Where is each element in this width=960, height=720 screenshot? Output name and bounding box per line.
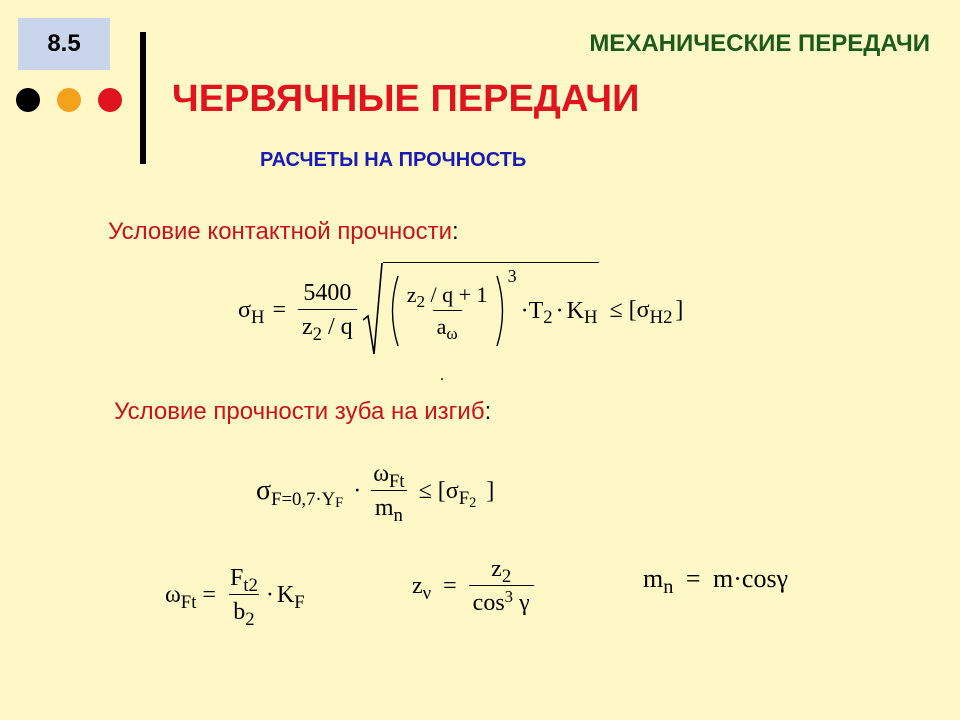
dot-operator: ·: [265, 582, 274, 608]
normal-module-formula: [643, 564, 789, 599]
black-bullet-icon: [16, 88, 40, 112]
less-equal-sign: ≤: [609, 297, 623, 323]
radicand: [383, 262, 600, 358]
zv-denominator: $\cos^3 \gamma$: [469, 585, 534, 615]
radical-sign-icon: [363, 262, 383, 358]
bending-numerator: $\omega_{Ft}$: [373, 461, 405, 492]
section-number-badge: [18, 18, 110, 70]
equals-sign: =: [272, 297, 286, 323]
omega-ft-formula: [165, 556, 305, 634]
equivalent-teeth-formula: [412, 546, 538, 626]
omega-numerator: $F_{t2}$: [229, 565, 258, 596]
omega-ft: $\omega_{Ft}$: [165, 582, 197, 613]
bending-denominator: $m_n$: [371, 490, 407, 520]
red-bullet-icon: [98, 88, 122, 112]
heading-colon: :: [451, 218, 459, 245]
page-subtitle: РАСЧЕТЫ НА ПРОЧНОСТЬ: [260, 149, 527, 171]
orange-bullet-icon: [57, 88, 81, 112]
m-n: $m_n$: [643, 564, 674, 599]
equals-sign: =: [443, 573, 457, 599]
coefficient-numerator: 5400: [303, 280, 352, 306]
cube-root: [363, 262, 600, 358]
allowable-stress-h2: [$\sigma_{H2}$ ]: [628, 297, 684, 328]
dot-operator: ·: [555, 297, 564, 324]
left-paren-icon: [387, 274, 399, 348]
header-divider: [140, 32, 146, 164]
less-equal-sign: ≤: [418, 478, 432, 504]
inner-denominator: $a_\omega$: [433, 310, 462, 338]
sigma-f: $\sigma_{F=0,7\cdot YF}$: [256, 475, 344, 511]
allowable-stress-f2: [$\sigma_{F2}$ ]: [437, 478, 495, 511]
module-expression: m·cosγ: [713, 564, 789, 593]
bending-fraction: [369, 461, 408, 526]
coefficient-fraction: [298, 280, 357, 345]
torque-t2: $T_2$: [528, 297, 553, 329]
right-paren-icon: [496, 274, 508, 348]
chapter-title: МЕХАНИЧЕСКИЕ ПЕРЕДАЧИ: [589, 30, 930, 57]
dot-operator: ·: [520, 297, 529, 324]
sigma-h: $\sigma_H$: [238, 297, 265, 328]
equals-sign: =: [685, 564, 701, 593]
exponent: 3: [507, 266, 517, 286]
stray-dot: .: [440, 367, 444, 384]
inner-fraction: [403, 281, 492, 343]
load-factor-kh: $K_H$: [566, 297, 598, 329]
contact-strength-heading-text: Условие контактной прочности: [108, 218, 452, 245]
section-number: 8.5: [47, 30, 81, 57]
dot-operator: ·: [353, 478, 362, 504]
heading-colon: :: [484, 398, 492, 425]
coefficient-denominator: $z_2$ / q: [298, 309, 357, 339]
load-factor-kf: $K_F$: [276, 582, 305, 613]
inner-numerator: $z_2 / q + 1$: [406, 281, 488, 311]
zv-numerator: $z_2$: [491, 556, 512, 587]
contact-strength-heading: [108, 218, 459, 246]
bending-strength-heading: [114, 398, 491, 426]
omega-fraction: [226, 565, 262, 630]
z-nu: $z_\nu$: [412, 573, 432, 604]
contact-strength-formula: [238, 262, 683, 358]
page-title: ЧЕРВЯЧНЫЕ ПЕРЕДАЧИ: [172, 78, 640, 120]
omega-denominator: $b_2$: [229, 594, 258, 624]
bending-strength-heading-text: Условие прочности зуба на изгиб: [114, 398, 485, 425]
zv-fraction: [469, 557, 534, 615]
equals-sign: =: [202, 582, 216, 608]
bending-strength-formula: [256, 452, 494, 530]
